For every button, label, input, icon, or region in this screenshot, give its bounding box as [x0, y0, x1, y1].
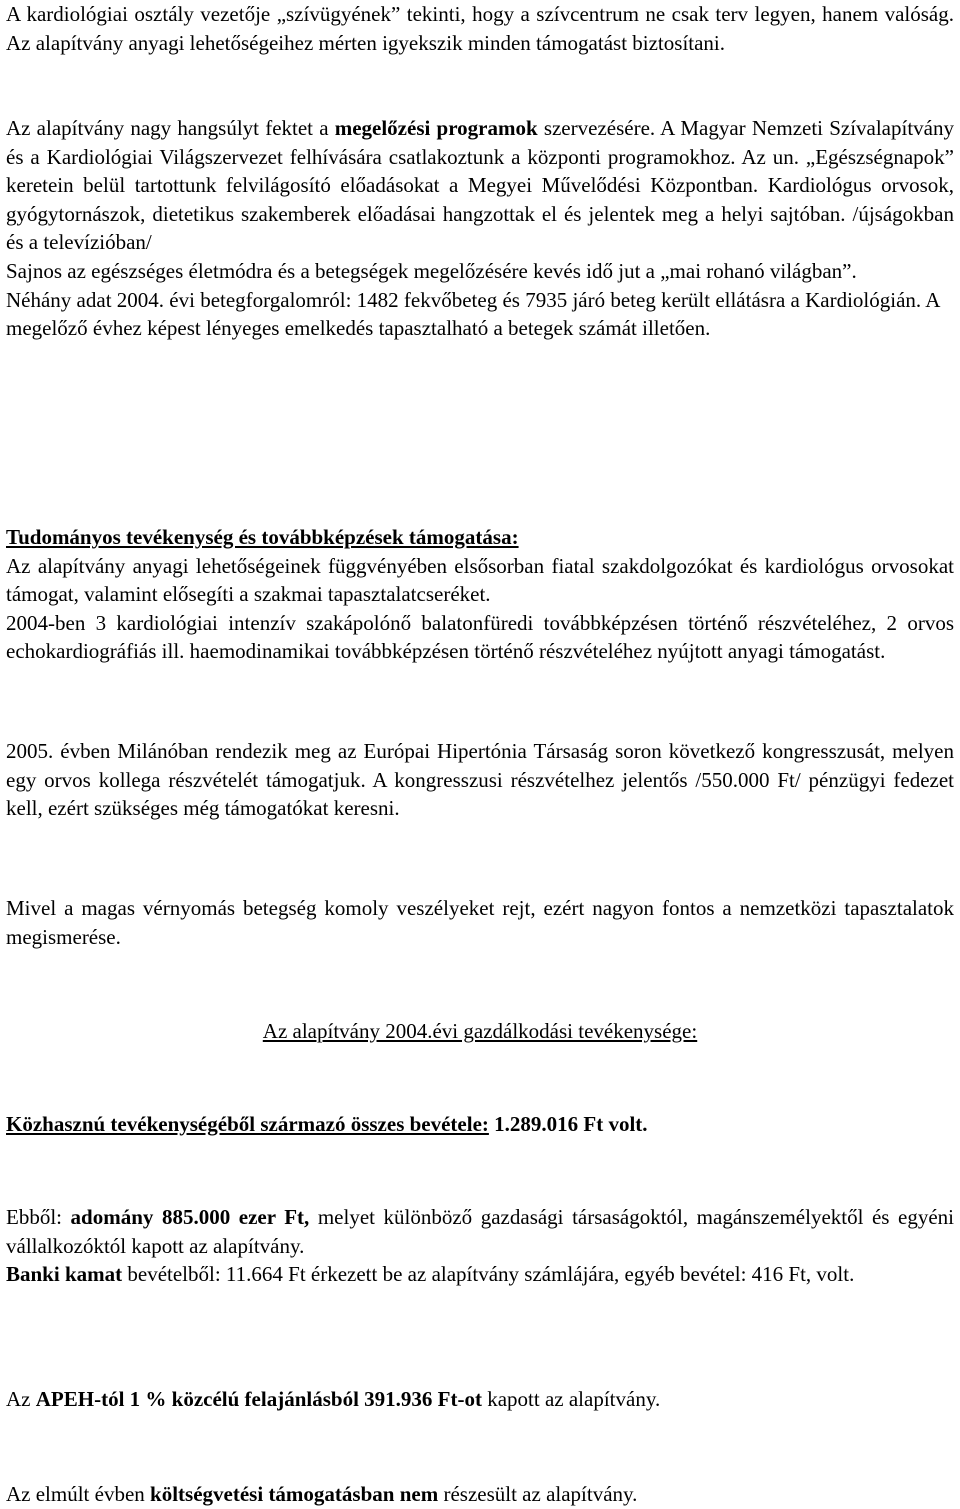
prevention-programs-bold: megelőzési programok: [334, 116, 538, 140]
congress-paragraph: 2005. évben Milánóban rendezik meg az Európai Hipertónia Társaság soron következő kongresszusát, melyen egy orvos kollega részvételét támogatjuk. A kongresszusi részvételhez jelentős /550.000 Ft/ pénzügyi fedezet kell, ezért szükséges még támogatókat keresni.: [6, 739, 954, 821]
finance-heading: Az alapítvány 2004.évi gazdálkodási tevékenysége:: [262, 1019, 698, 1043]
science-heading: Tudományos tevékenység és továbbképzések támogatása:: [6, 525, 519, 549]
prevention-paragraph: Az alapítvány nagy hangsúlyt fektet a megelőzési programok szervezésére. A Magyar Nemzeti Szívalapítvány és a Kardiológiai Világszervezet felhívására csatlakoztunk a központi programokhoz. Az un. „Egészségnapok” keretein belül tartottunk felvilágosító előadásokat a Megyei Művelődési Központban. Kardiológus orvosok, gyógytornászok, dietetikus szakemberek előadásai hangzottak el és jelentek meg a helyi sajtóban. /újságokban és a televízióban/ Sajnos az egészséges életmódra és a betegségek megelőzésére kevés idő jut a „mai rohanó világban”. Néhány adat 2004. évi betegforgalomról: 1482 fekvőbeteg és 7935 járó beteg került ellátásra a Kardiológián. A megelőző évhez képest lényeges emelkedés tapasztalható a betegek számát illetően.: [6, 116, 954, 341]
hypertension-paragraph: Mivel a magas vérnyomás betegség komoly veszélyeket rejt, ezért nagyon fontos a nemzetközi tapasztalatok megismerése.: [6, 896, 954, 949]
total-income-line: Közhasznú tevékenységéből származó összes bevétele: 1.289.016 Ft volt.: [6, 1112, 648, 1136]
science-text-1: Az alapítvány anyagi lehetőségeinek függvényében elsősorban fiatal szakdolgozókat és kardiológus orvosokat támogat, valamint elősegíti a szakmai tapasztalatcseréket.: [6, 553, 954, 607]
budget-support-line: Az elmúlt évben költségvetési támogatásban nem részesült az alapítvány.: [6, 1482, 638, 1506]
science-text-2: 2004-ben 3 kardiológiai intenzív szakápolónő balatonfüredi továbbképzésen történő részvételéhez, 2 orvos echokardiográfiás ill. haemodinamikai továbbképzésen történő részvételéhez nyújtott anyagi támogatást.: [6, 610, 954, 664]
apeh-line: Az APEH-tól 1 % közcélú felajánlásból 391.936 Ft-ot kapott az alapítvány.: [6, 1387, 661, 1411]
interest-line: Banki kamat bevételből: 11.664 Ft érkezett be az alapítvány számlájára, egyéb bevétel: 416 Ft, volt.: [6, 1262, 855, 1287]
donation-line: Ebből: adomány 885.000 ezer Ft, melyet különböző gazdasági társaságoktól, magánszemélyektől és egyéni vállalkozóktól kapott az alapítvány.: [6, 1205, 955, 1258]
intro-paragraph: A kardiológiai osztály vezetője „szívügyének” tekinti, hogy a szívcentrum ne csak terv legyen, hanem valóság. Az alapítvány anyagi lehetőségeihez mérten igyekszik minden támogatást biztosítani.: [6, 2, 954, 55]
income-breakdown: [6, 1203, 954, 1289]
science-section: [6, 523, 954, 666]
